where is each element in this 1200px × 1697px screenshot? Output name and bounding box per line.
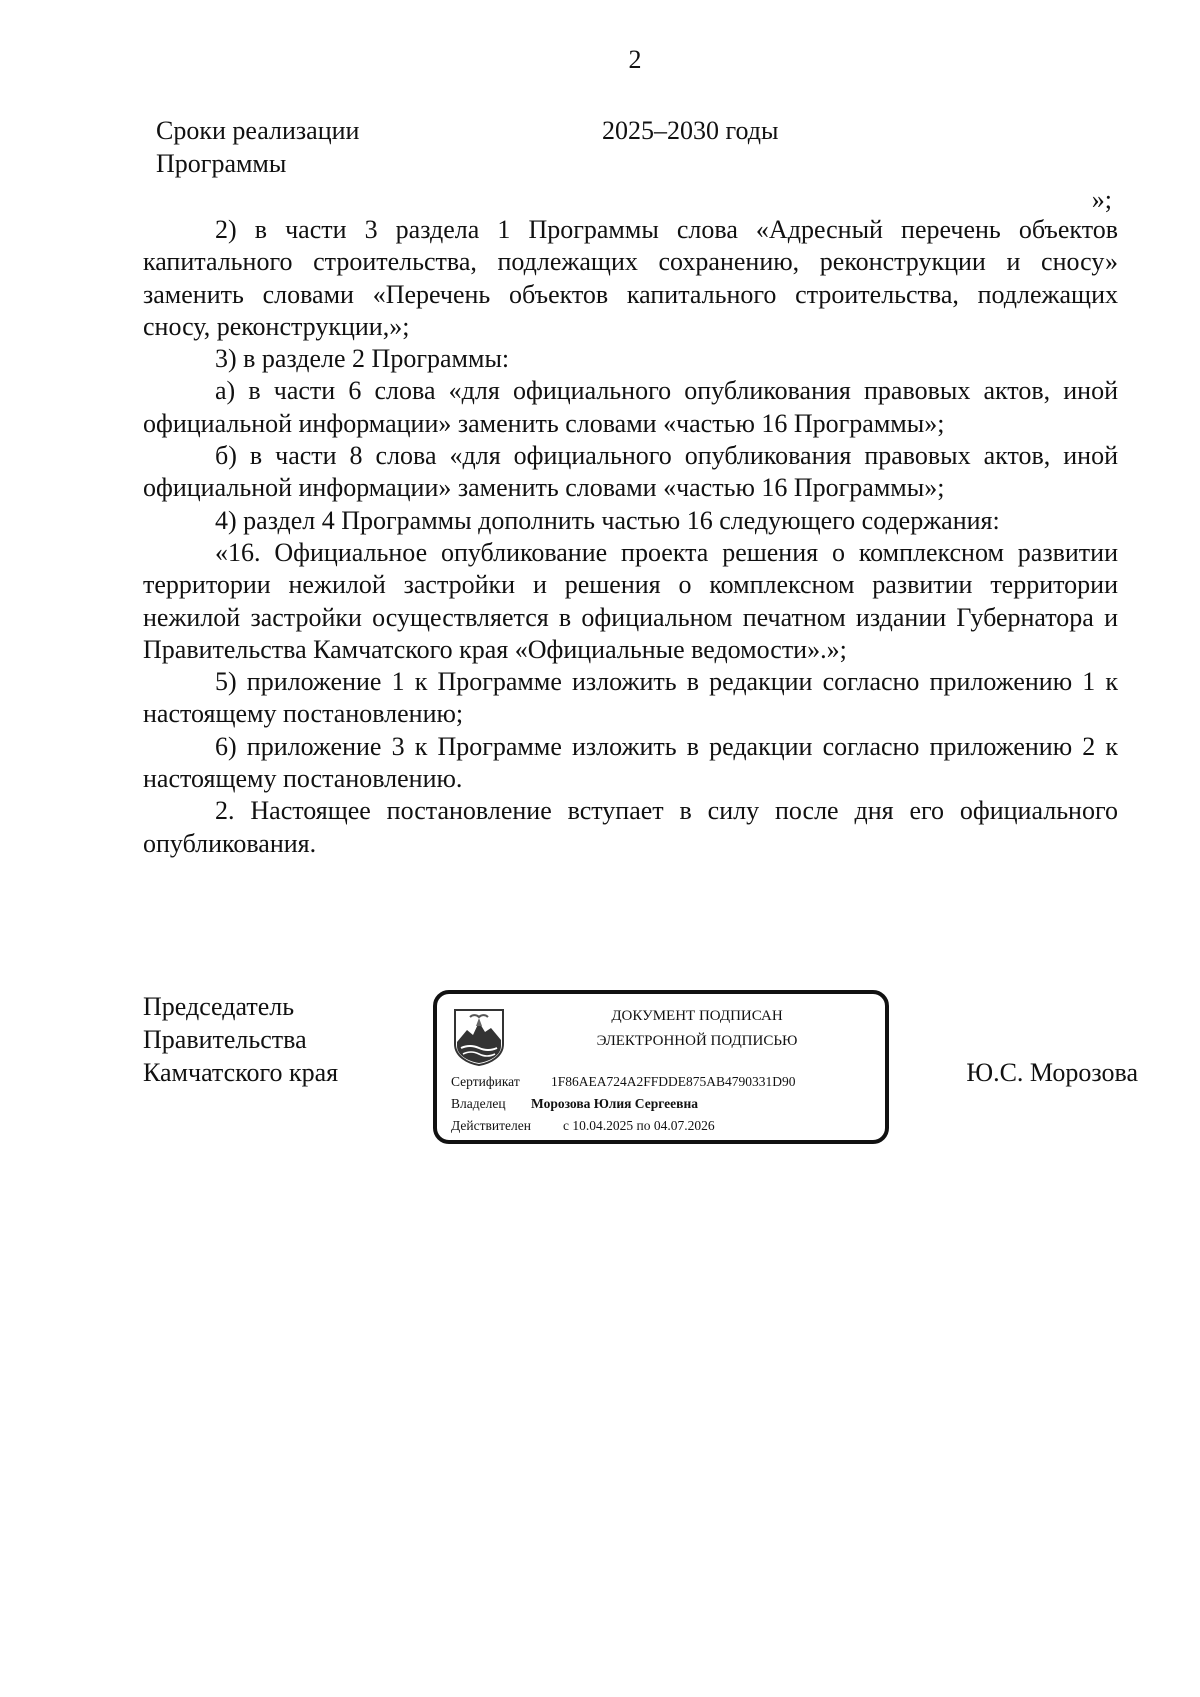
stamp-title-line1: ДОКУМЕНТ ПОДПИСАН [611,1008,783,1024]
program-term-value: 2025–2030 годы [602,116,779,145]
paragraph-item-5: 5) приложение 1 к Программе изложить в редакции согласно приложению 1 к настоящему постановлению; [143,667,1118,729]
signer-position-line2: Правительства [143,1025,307,1054]
signer-position-line1: Председатель [143,992,295,1021]
stamp-title [537,1004,857,1054]
e-signature-stamp [433,990,889,1144]
validity-label: Действителен [451,1118,531,1133]
signer-name: Ю.С. Морозова [966,1058,1138,1087]
page-number: 2 [628,45,642,74]
program-term-row [156,114,1116,184]
program-term-label-line2: Программы [156,149,287,178]
stamp-validity-row [451,1116,715,1136]
paragraph-item-3: 3) в разделе 2 Программы: [215,344,510,374]
program-term-label [156,114,456,180]
owner-label: Владелец [451,1096,506,1111]
kamchatka-coat-of-arms-icon [453,1008,505,1066]
paragraph-item-3b: б) в части 8 слова «для официального опубликования правовых актов, иной официальной информации» заменить словами «частью 16 Программы»; [143,441,1118,503]
program-term-label-line1: Сроки реализации [156,116,360,145]
stamp-title-line2: ЭЛЕКТРОННОЙ ПОДПИСЬЮ [596,1033,798,1049]
document-body [143,214,1118,860]
validity-value: с 10.04.2025 по 04.07.2026 [563,1118,715,1133]
paragraph-item-6: 6) приложение 3 к Программе изложить в редакции согласно приложению 2 к настоящему постановлению. [143,731,1118,794]
paragraph-effective-date: 2. Настоящее постановление вступает в силу после дня его официального опубликования. [143,796,1118,858]
certificate-value: 1F86AEA724A2FFDDE875AB4790331D90 [551,1074,796,1089]
paragraph-item-4: 4) раздел 4 Программы дополнить частью 16 следующего содержания: [215,505,1000,535]
stamp-certificate-row [451,1072,796,1092]
signer-position [143,990,338,1089]
owner-value: Морозова Юлия Сергеевна [531,1096,698,1111]
signature-block [143,990,1138,1160]
stamp-owner-row [451,1094,698,1114]
paragraph-item-2: 2) в части 3 раздела 1 Программы слова «Адресный перечень объектов капитального строительства, подлежащих сохранению, реконструкции и сносу» заменить словами «Перечень объектов капитального строительства, подлежащих сносу, реконструкции,»; [143,215,1118,341]
paragraph-part-16: «16. Официальное опубликование проекта решения о комплексном развитии территории нежилой застройки и решения о комплексном развитии территории нежилой застройки осуществляется в официальном печатном издании Губернатора и Правительства Камчатского края «Официальные ведомости».»; [143,537,1118,664]
paragraph-item-3a: а) в части 6 слова «для официального опубликования правовых актов, иной официальной информации» заменить словами «частью 16 Программы»; [143,376,1118,438]
certificate-label: Сертификат [451,1074,520,1089]
signer-position-line3: Камчатского края [143,1058,339,1087]
closing-quote: »; [1091,185,1112,214]
